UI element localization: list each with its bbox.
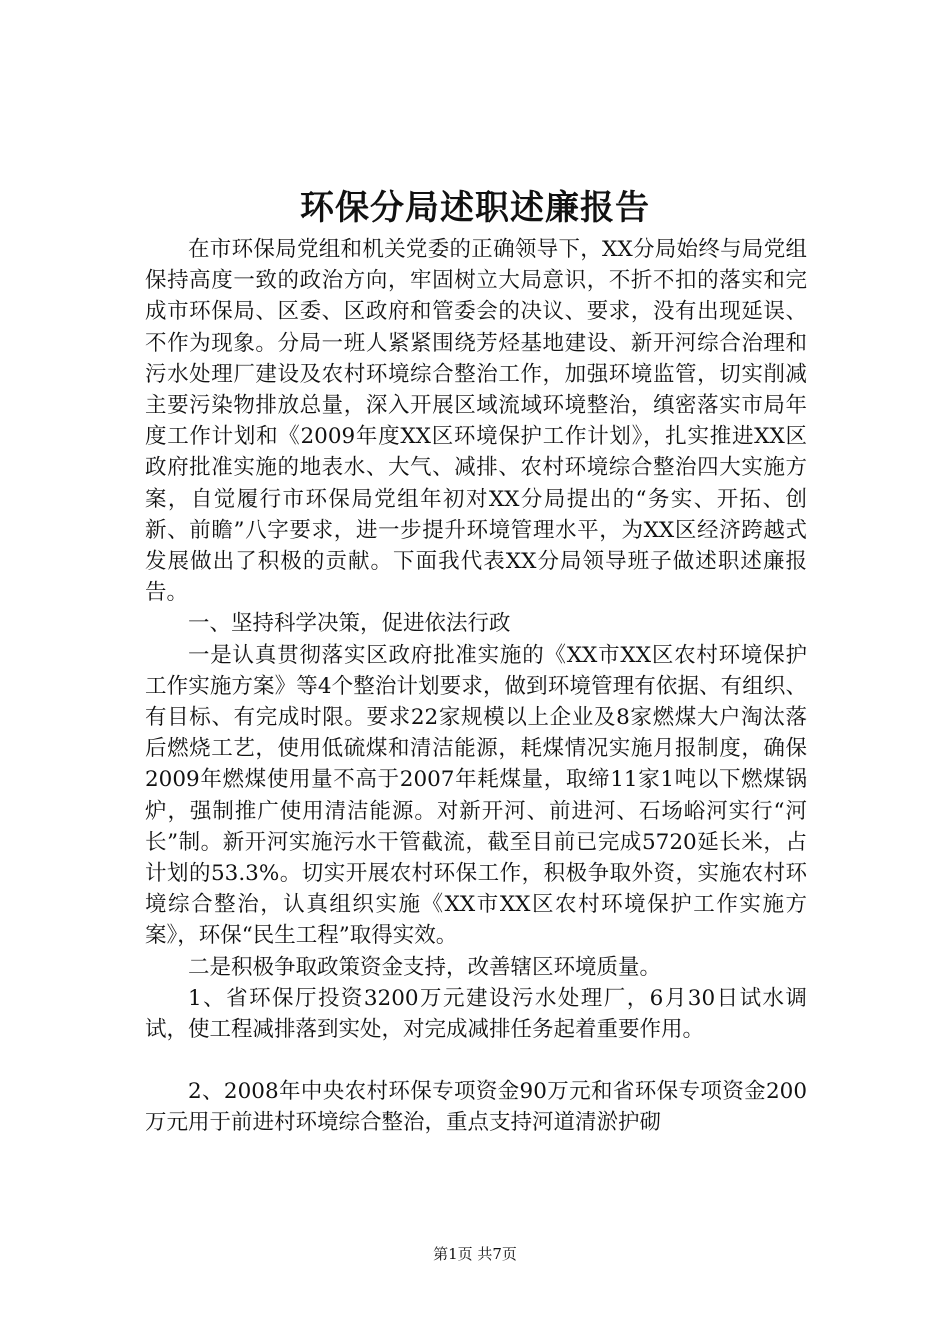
paragraph-intro: 在市环保局党组和机关党委的正确领导下，XX分局始终与局党组保持高度一致的政治方向，牢固树立大局意识，不折不扣的落实和完成市环保局、区委、区政府和管委会的决议、要求，没有出现延误、不作为现象。分局一班人紧紧围绕芳烃基地建设、新开河综合治理和污水处理厂建设及农村环境综合整治工作，加强环境监管，切实削减主要污染物排放总量，深入开展区域流域环境整治，缜密落实市局年度工作计划和《2009年度XX区环境保护工作计划》，扎实推进XX区政府批准实施的地表水、大气、减排、农村环境综合整治四大实施方案，自觉履行市环保局党组年初对XX分局提出的“务实、开拓、创新、前瞻”八字要求，进一步提升环境管理水平，为XX区经济跨越式发展做出了积极的贡献。下面我代表XX分局领导班子做述职述廉报告。	[145, 237, 807, 606]
paragraph-point-2: 二是积极争取政策资金支持，改善辖区环境质量。	[188, 954, 662, 980]
document-title: 环保分局述职述廉报告	[300, 188, 650, 228]
section-heading-1: 一、坚持科学决策，促进依法行政	[188, 611, 511, 637]
document-body	[145, 234, 807, 1139]
paragraph-item-1: 1、省环保厅投资3200万元建设污水处理厂，6月30日试水调试，使工程减排落到实处，对完成减排任务起着重要作用。	[145, 985, 807, 1043]
paragraph-item-2: 2、2008年中央农村环保专项资金90万元和省环保专项资金200万元用于前进村环境综合整治，重点支持河道清淤护砌	[145, 1079, 807, 1136]
paragraph-point-1: 一是认真贯彻落实区政府批准实施的《XX市XX区农村环境保护工作实施方案》等4个整治计划要求，做到环境管理有依据、有组织、有目标、有完成时限。要求22家规模以上企业及8家燃煤大户淘汰落后燃烧工艺，使用低硫煤和清洁能源，耗煤情况实施月报制度，确保2009年燃煤使用量不高于2007年耗煤量，取缔11家1吨以下燃煤锅炉，强制推广使用清洁能源。对新开河、前进河、石场峪河实行“河长”制。新开河实施污水干管截流，截至目前已完成5720延长米，占计划的53.3%。切实开展农村环保工作，积极争取外资，实施农村环境综合整治，认真组织实施《XX市XX区农村环境保护工作实施方案》，环保“民生工程”取得实效。	[145, 642, 807, 949]
page-footer: 第1页 共7页	[433, 1245, 517, 1263]
